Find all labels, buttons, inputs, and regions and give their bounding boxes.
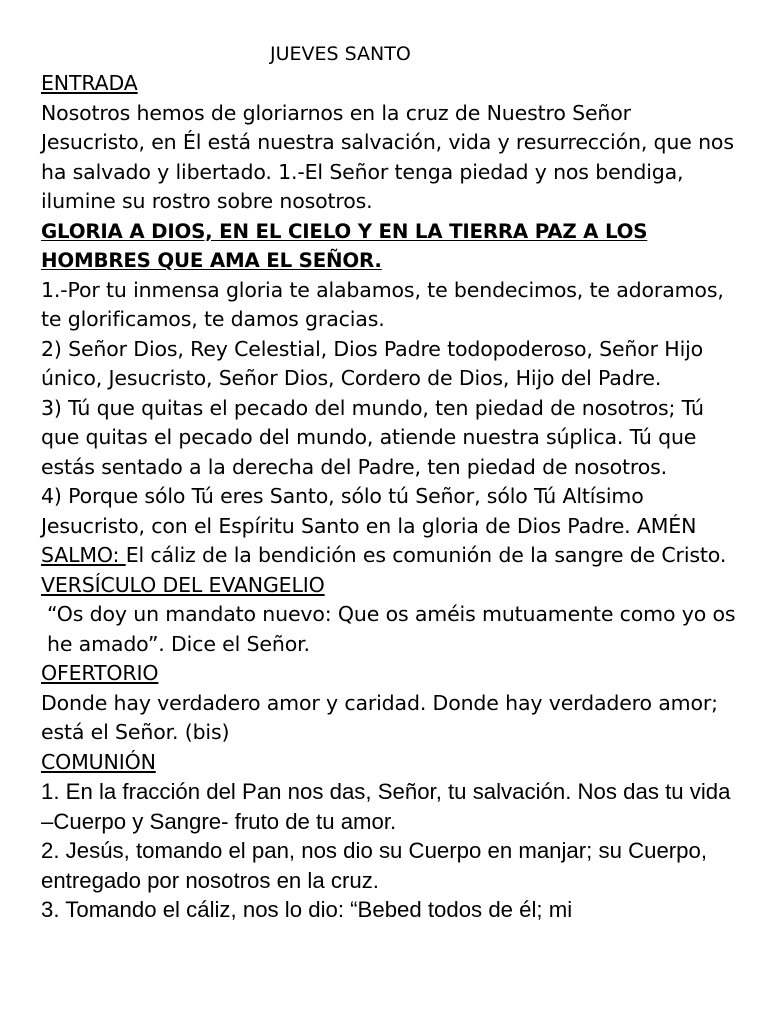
gloria-verse: 3) Tú que quitas el pecado del mundo, ten piedad de nosotros; Tú que quitas el pecado del mundo, atiende nuestra súplica. Tú que estás sentado a la derecha del Padre, ten piedad de nosotros. <box>41 395 704 479</box>
salmo-heading: SALMO: <box>41 543 126 567</box>
ofertorio-text: Donde hay verdadero amor y caridad. Donde hay verdadero amor; está el Señor. (bis) <box>41 690 718 744</box>
gloria-heading: GLORIA A DIOS, EN EL CIELO Y EN LA TIERRA PAZ A LOS HOMBRES QUE AMA EL SEÑOR. <box>41 219 648 272</box>
comunion-verse: 3. Tomando el cáliz, nos lo dio: “Bebed todos de él; mi <box>41 897 573 922</box>
ofertorio-heading: OFERTORIO <box>41 661 159 685</box>
versiculo-text: “Os doy un mandato nuevo: Que os améis mutuamente como yo os he amado”. Dice el Señor. <box>47 602 736 656</box>
gloria-verse: 4) Porque sólo Tú eres Santo, sólo tú Señor, sólo Tú Altísimo Jesucristo, con el Espíritu Santo en la gloria de Dios Padre. AMÉN <box>41 484 697 538</box>
entrada-heading: ENTRADA <box>41 71 138 95</box>
salmo-text: El cáliz de la bendición es comunión de la sangre de Cristo. <box>125 543 727 567</box>
entrada-text: Nosotros hemos de gloriarnos en la cruz de Nuestro Señor Jesucristo, en Él está nuestra salvación, vida y resurrección, que nos ha salvado y libertado. 1.-El Señor tenga piedad y nos bendiga, ilumine su rostro sobre nosotros. <box>41 100 734 213</box>
gloria-verse: 2) Señor Dios, Rey Celestial, Dios Padre todopoderoso, Señor Hijo único, Jesucristo, Señor Dios, Cordero de Dios, Hijo del Padre. <box>41 336 704 390</box>
document-title: JUEVES SANTO <box>270 43 411 65</box>
comunion-verse: 1. En la fracción del Pan nos das, Señor, tu salvación. Nos das tu vida –Cuerpo y Sangre- fruto de tu amor. <box>41 779 731 834</box>
comunion-verse: 2. Jesús, tomando el pan, nos dio su Cuerpo en manjar; su Cuerpo, entregado por nosotros en la cruz. <box>41 838 708 893</box>
gloria-verse: 1.-Por tu inmensa gloria te alabamos, te bendecimos, te adoramos, te glorificamos, te damos gracias. <box>41 277 724 331</box>
salmo-paragraph <box>41 541 741 571</box>
document-body <box>41 40 741 925</box>
versiculo-heading: VERSÍCULO DEL EVANGELIO <box>41 572 325 597</box>
comunion-heading: COMUNIÓN <box>41 749 156 774</box>
